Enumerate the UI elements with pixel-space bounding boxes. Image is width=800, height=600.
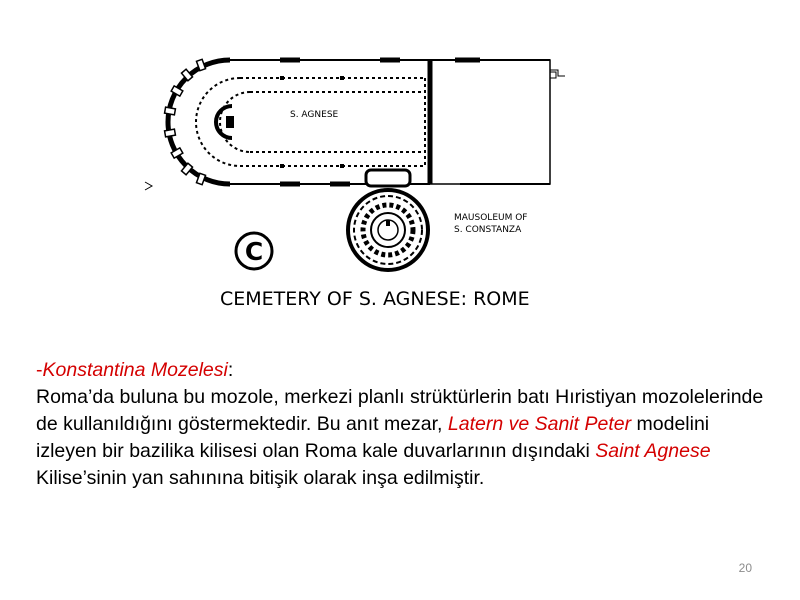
highlight-latern-sanit-peter: Latern ve Sanit Peter (447, 413, 632, 435)
heading-dash: - (36, 359, 43, 381)
body-text (36, 357, 766, 492)
paragraph-part-3: Kilise’sinin yan sahınına bitişik olarak inşa edilmiştir. (36, 467, 485, 489)
mausoleum-label-line1: MAUSOLEUM OF (454, 213, 528, 223)
paragraph (36, 384, 766, 492)
heading-colon: : (227, 359, 234, 381)
floor-plan-figure (140, 40, 580, 320)
basilica-outer-apse (168, 60, 230, 184)
paragraph-part-2: modelini izleyen bir bazilika kilisesi olan Roma kale duvarlarının dışındaki (36, 413, 710, 462)
apse-buttresses (165, 59, 206, 184)
copyright-letter: C (244, 237, 264, 266)
mausoleum-label-line2: S. CONSTANZA (454, 225, 522, 235)
heading-name: Konstantina Mozelesi (42, 359, 228, 381)
paragraph-part-1: Roma’da buluna bu mozole, merkezi planlı strüktürlerin batı Hıristiyan mozolelerinde de kullanıldığını göstermektedir. Bu anıt mezar, (36, 386, 764, 435)
page-number: 20 (738, 561, 752, 575)
church-label: S. AGNESE (290, 110, 339, 120)
figure-caption: CEMETERY OF S. AGNESE: ROME (220, 288, 530, 310)
highlight-saint-agnese: Saint Agnese (595, 440, 711, 462)
heading-line (36, 357, 766, 384)
